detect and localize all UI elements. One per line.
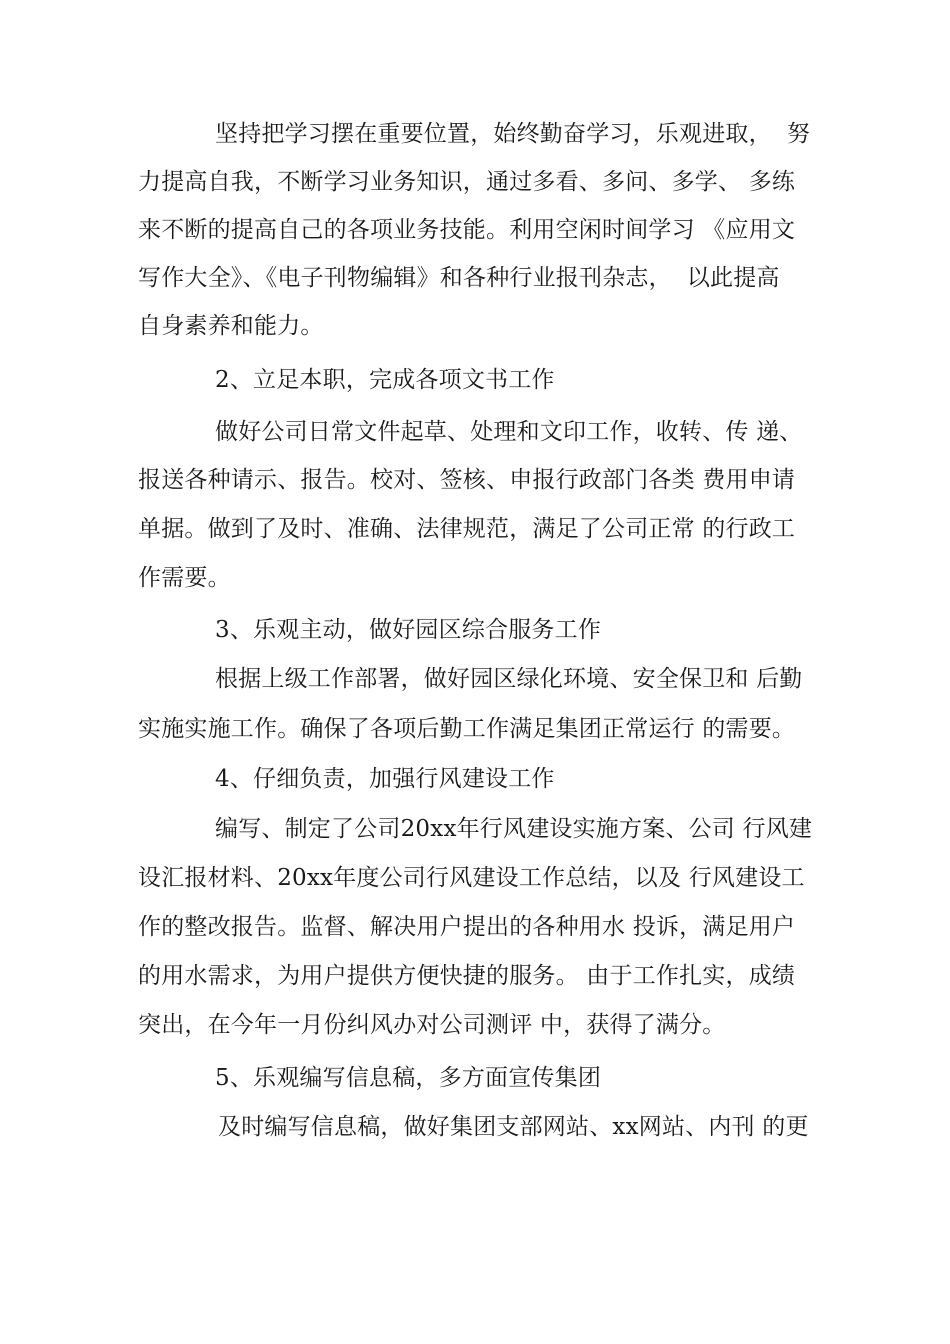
text-line: 报送各种请示、报告。校对、签核、申报行政部门各类 费用申请 <box>138 467 796 493</box>
section-heading: 2、立足本职，完成各项文书工作 <box>215 367 555 393</box>
text-line: 自身素养和能力。 <box>138 313 324 339</box>
text-line: 根据上级工作部署，做好园区绿化环境、安全保卫和 后勤 <box>215 666 803 692</box>
text-line: 单据。做到了及时、准确、法律规范，满足了公司正常 的行政工 <box>138 516 796 542</box>
section-heading: 3、乐观主动，做好园区综合服务工作 <box>215 617 602 643</box>
text-line: 做好公司日常文件起草、处理和文印工作，收转、传 递、 <box>215 419 803 445</box>
section-heading: 5、乐观编写信息稿，多方面宣传集团 <box>215 1065 602 1091</box>
text-line: 设汇报材料、20xx年度公司行风建设工作总结，以及 行风建设工 <box>138 865 805 891</box>
text-line: 来不断的提高自己的各项业务技能。利用空闲时间学习 《应用文 <box>138 217 796 243</box>
section-heading: 4、仔细负责，加强行风建设工作 <box>215 766 555 792</box>
text-line: 写作大全》、《电子刊物编辑》和各种行业报刊杂志， 以此提高 <box>138 265 780 291</box>
text-line: 的用水需求，为用户提供方便快捷的服务。 由于工作扎实，成绩 <box>138 963 796 989</box>
text-line: 编写、制定了公司20xx年行风建设实施方案、公司 行风建 <box>215 816 813 842</box>
text-line: 作的整改报告。监督、解决用户提出的各种用水 投诉，满足用户 <box>138 914 796 940</box>
text-line: 突出，在今年一月份纠风办对公司测评 中，获得了满分。 <box>138 1012 726 1038</box>
text-line: 作需要。 <box>138 565 231 591</box>
text-line: 及时编写信息稿，做好集团支部网站、xx网站、内刊 的更 <box>218 1114 809 1140</box>
text-line: 实施实施工作。确保了各项后勤工作满足集团正常运行 的需要。 <box>138 716 796 742</box>
text-line: 坚持把学习摆在重要位置，始终勤奋学习，乐观进取， 努 <box>215 121 811 147</box>
text-line: 力提高自我，不断学习业务知识，通过多看、多问、多学、 多练 <box>138 169 796 195</box>
